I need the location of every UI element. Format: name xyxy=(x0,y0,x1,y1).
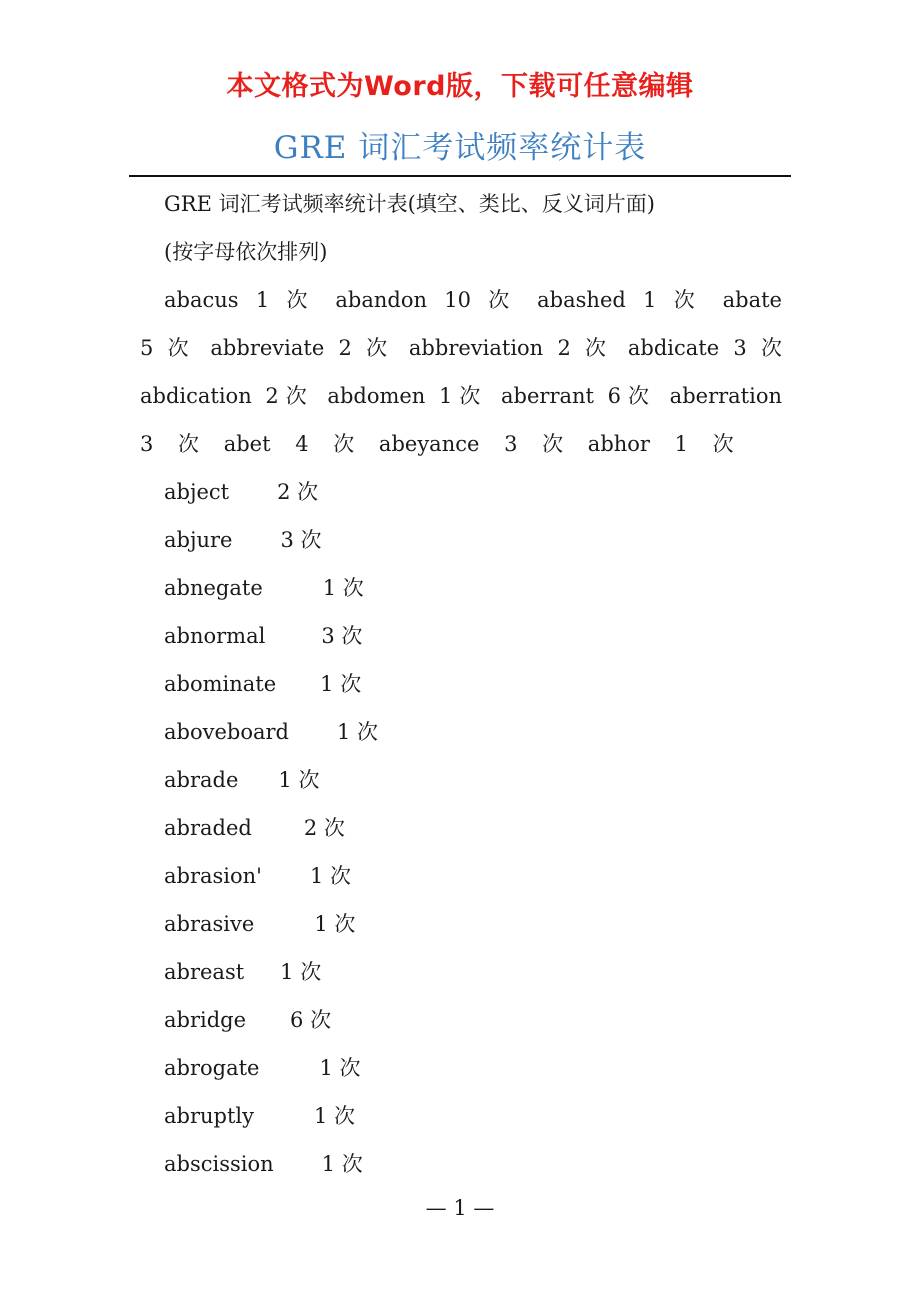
word-entry xyxy=(140,852,782,900)
entry-count: 2 次 xyxy=(277,480,319,504)
entry-word: aboveboard xyxy=(164,720,289,744)
entry-count: 1 次 xyxy=(319,1056,361,1080)
header-rule xyxy=(129,175,791,177)
entry-word: abominate xyxy=(164,672,277,696)
entry-word: abnormal xyxy=(164,624,266,648)
paragraph-line: 5 次 abbreviate 2 次 abbreviation 2 次 abdicate 3 次 xyxy=(140,336,782,360)
word-entry xyxy=(140,804,782,852)
entry-word: abridge xyxy=(164,1008,247,1032)
entry-word: abreast xyxy=(164,960,245,984)
word-entry xyxy=(140,564,782,612)
entry-word: abraded xyxy=(164,816,252,840)
page-number: — 1 — xyxy=(425,1196,495,1220)
entry-count: 1 次 xyxy=(322,576,364,600)
entry-word: abrasion' xyxy=(164,864,262,888)
entry-count: 1 次 xyxy=(280,960,322,984)
entry-word: abjure xyxy=(164,528,233,552)
entry-count: 1 次 xyxy=(321,1152,363,1176)
entry-word: abruptly xyxy=(164,1104,254,1128)
word-entry xyxy=(140,996,782,1044)
download-banner: 本文格式为Word版，下载可任意编辑 xyxy=(226,71,694,102)
intro-line: GRE 词汇考试频率统计表(填空、类比、反义词片面) xyxy=(164,192,655,216)
word-entry xyxy=(140,1140,782,1188)
word-entry xyxy=(140,1092,782,1140)
word-entry xyxy=(140,708,782,756)
entry-count: 6 次 xyxy=(290,1008,332,1032)
entry-count: 1 次 xyxy=(337,720,379,744)
entry-word: abrogate xyxy=(164,1056,260,1080)
entry-word: abrade xyxy=(164,768,239,792)
word-entry xyxy=(140,612,782,660)
word-entry xyxy=(140,1044,782,1092)
entry-word: abject xyxy=(164,480,230,504)
paragraph-line: abdication 2次 abdomen 1次 aberrant 6次 aberration xyxy=(140,384,782,408)
document-body xyxy=(140,180,782,1188)
entry-count: 3 次 xyxy=(321,624,363,648)
entry-count: 1 次 xyxy=(314,912,356,936)
intro-sort-note: (按字母依次排列) xyxy=(164,240,328,264)
word-entry xyxy=(140,948,782,996)
word-entry xyxy=(140,660,782,708)
entry-word: abnegate xyxy=(164,576,263,600)
word-entry xyxy=(140,516,782,564)
entry-count: 2 次 xyxy=(303,816,345,840)
paragraph-line: abacus 1 次 abandon 10 次 abashed 1 次 abate xyxy=(164,288,782,312)
entry-word: abrasive xyxy=(164,912,255,936)
entry-count: 1 次 xyxy=(320,672,362,696)
entry-count: 3 次 xyxy=(280,528,322,552)
entry-word: abscission xyxy=(164,1152,274,1176)
document-title: GRE 词汇考试频率统计表 xyxy=(273,130,647,166)
word-frequency-list xyxy=(140,468,782,1188)
entry-count: 1 次 xyxy=(314,1104,356,1128)
paragraph-line: 3 次 abet 4 次 abeyance 3 次 abhor 1 次 xyxy=(140,432,734,456)
entry-count: 1 次 xyxy=(278,768,320,792)
word-entry xyxy=(140,900,782,948)
word-entry xyxy=(140,756,782,804)
entry-count: 1 次 xyxy=(309,864,352,888)
word-entry xyxy=(140,468,782,516)
